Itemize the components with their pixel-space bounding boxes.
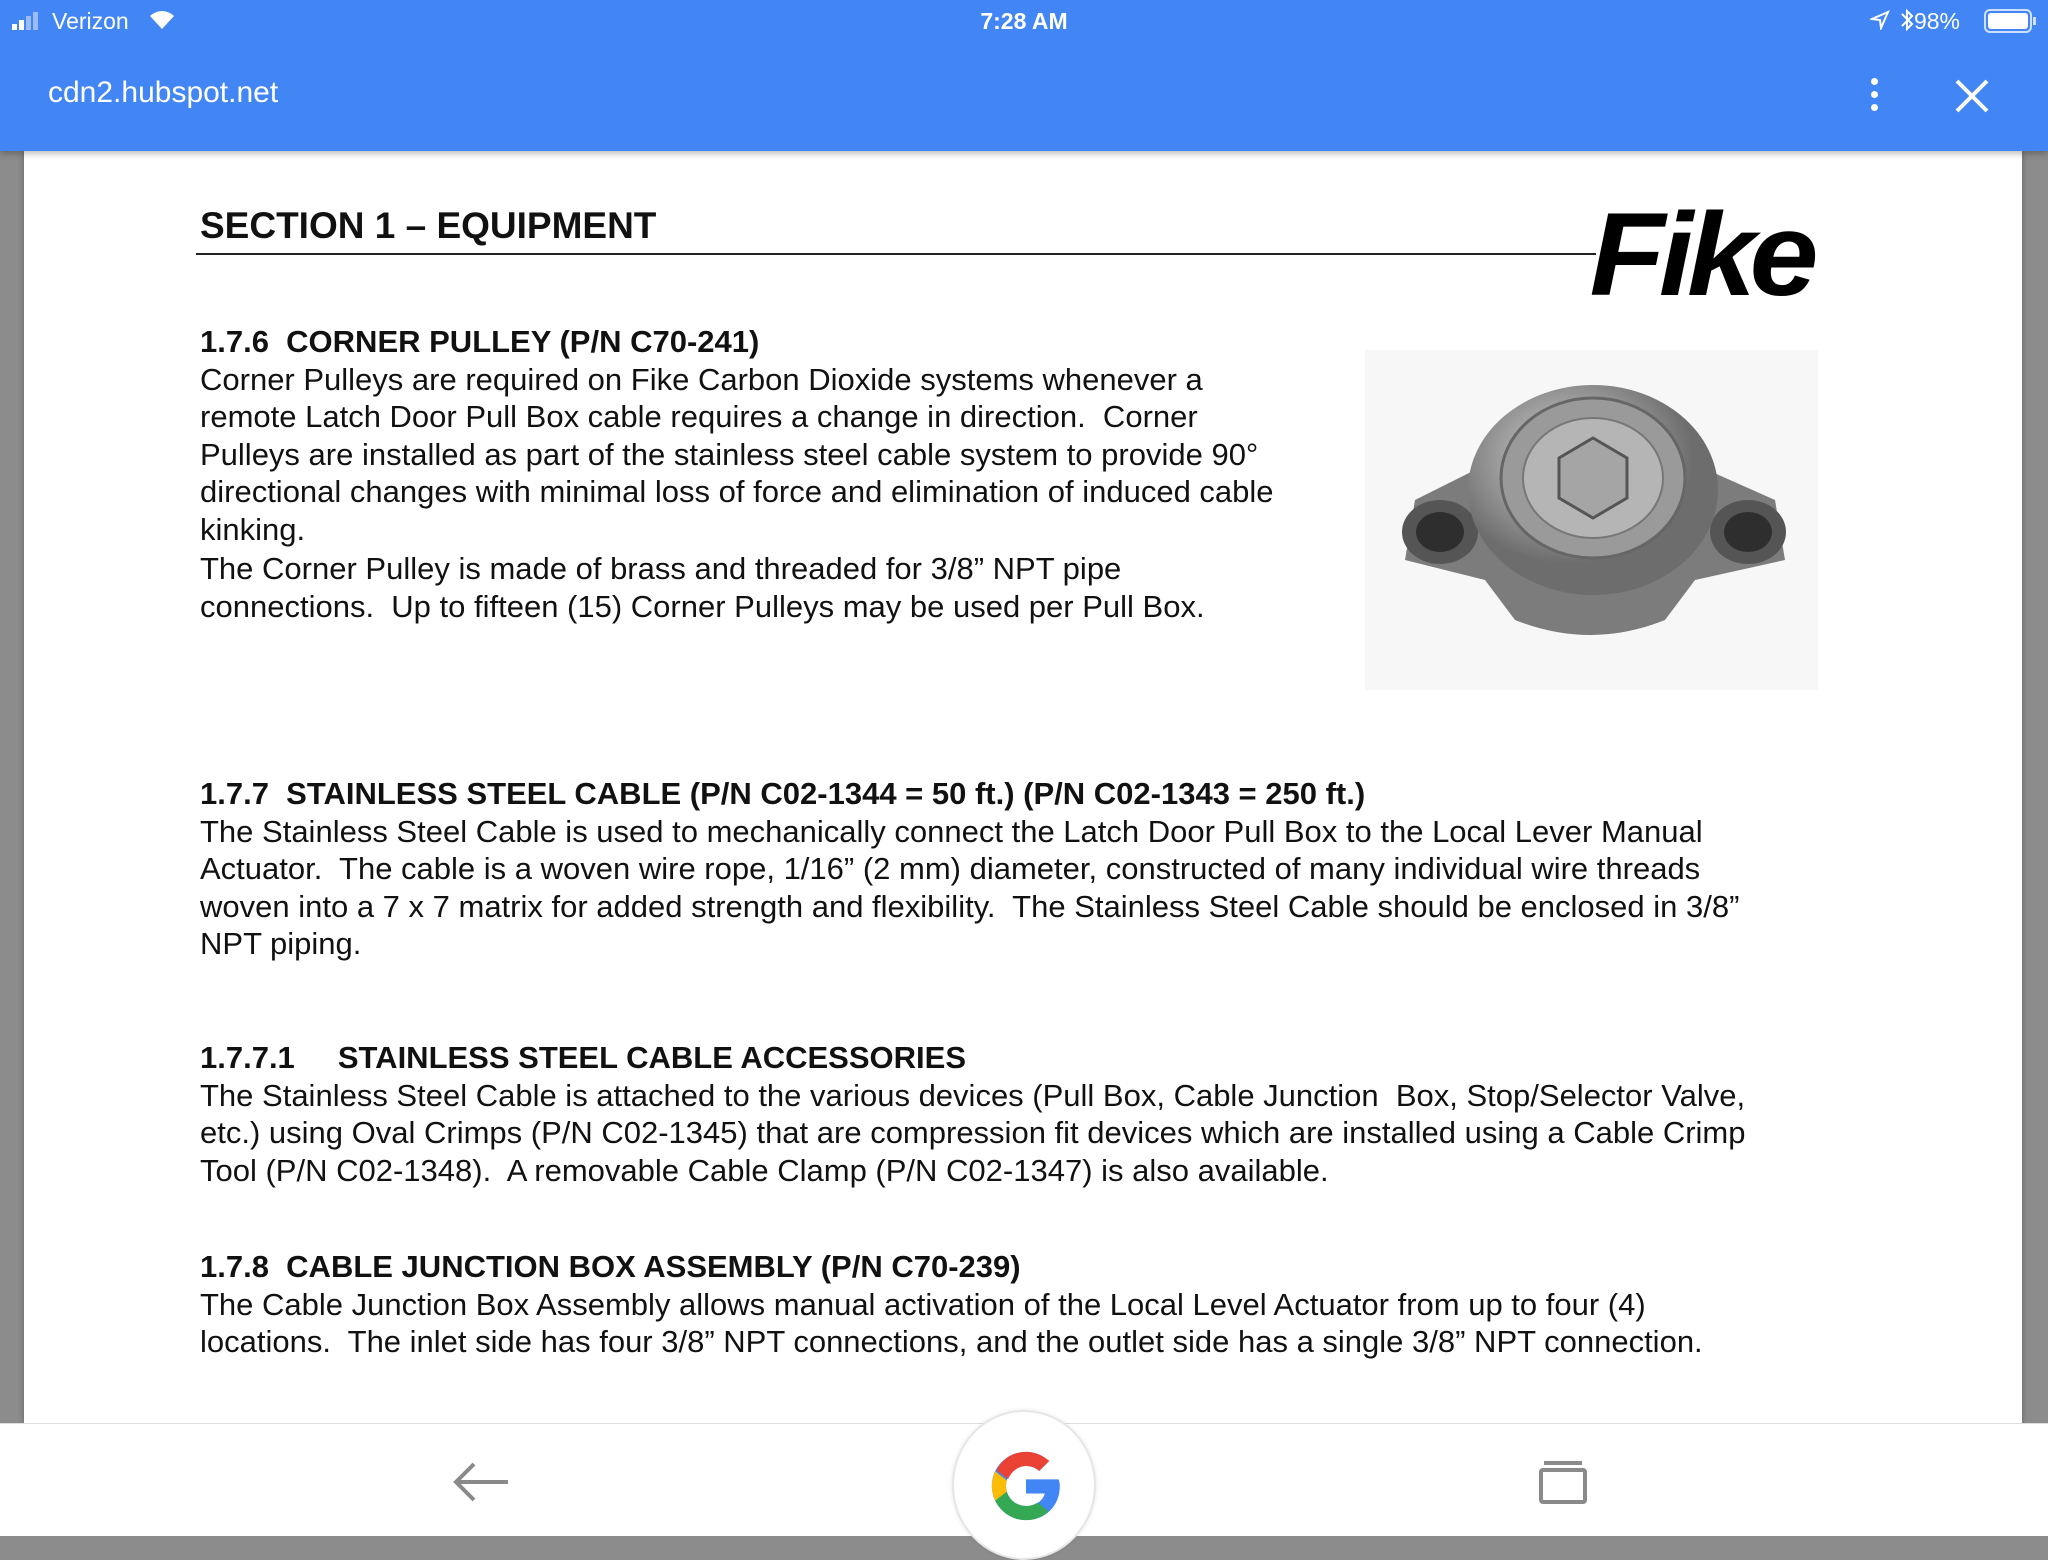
text-line: remote Latch Door Pull Box cable requires a change in direction. Corner	[200, 399, 1198, 434]
text-line: NPT piping.	[200, 926, 362, 961]
battery-icon	[1984, 9, 2038, 33]
google-g-icon	[986, 1446, 1066, 1526]
browser-toolbar	[0, 0, 2048, 151]
text-line: Actuator. The cable is a woven wire rope, 1/16” (2 mm) diameter, constructed of many individual wire threads	[200, 851, 1701, 886]
back-arrow-icon[interactable]	[452, 1452, 512, 1512]
location-icon	[1870, 10, 1890, 30]
bluetooth-icon	[1900, 8, 1914, 32]
paragraph	[200, 361, 1380, 549]
section-1-7-6	[200, 323, 1380, 625]
close-icon[interactable]	[1952, 76, 1992, 116]
clock: 7:28 AM	[980, 8, 1068, 34]
text-line: The Corner Pulley is made of brass and threaded for 3/8” NPT pipe	[200, 551, 1122, 586]
text-line: The Stainless Steel Cable is attached to the various devices (Pull Box, Cable Junction Box, Stop/Selector Valve,	[200, 1077, 1746, 1113]
text-line: directional changes with minimal loss of force and elimination of induced cable	[200, 474, 1274, 509]
text-line: The Cable Junction Box Assembly allows manual activation of the Local Level Actuator from up to four (4)	[200, 1286, 1646, 1322]
text-line: Tool (P/N C02-1348). A removable Cable Clamp (P/N C02-1347) is also available.	[200, 1152, 1329, 1188]
section-heading: 1.7.7.1 STAINLESS STEEL CABLE ACCESSORIES	[200, 1040, 966, 1075]
text-line: Corner Pulleys are required on Fike Carbon Dioxide systems whenever a	[200, 361, 1203, 397]
document-page[interactable]	[24, 151, 2022, 1423]
text-line: locations. The inlet side has four 3/8” NPT connections, and the outlet side has a single 3/8” NPT connection.	[200, 1324, 1703, 1359]
section-heading: 1.7.6 CORNER PULLEY (P/N C70-241)	[200, 324, 760, 359]
section-1-7-7-1	[200, 1039, 1745, 1189]
fike-logo	[1589, 189, 1858, 321]
page-url[interactable]: cdn2.hubspot.net	[48, 76, 279, 109]
bottom-toolbar	[0, 1423, 2048, 1536]
section-1-7-7	[200, 775, 1739, 963]
text-line: Pulleys are installed as part of the stainless steel cable system to provide 90°	[200, 436, 1259, 472]
text-line: woven into a 7 x 7 matrix for added strength and flexibility. The Stainless Steel Cable should be enclosed in 3/8”	[200, 888, 1740, 924]
battery-percent: 98%	[1913, 8, 1960, 34]
logo-text: Fike	[1589, 189, 1813, 321]
title-rule	[196, 253, 1596, 255]
text-line: etc.) using Oval Crimps (P/N C02-1345) that are compression fit devices which are installed using a Cable Crimp	[200, 1115, 1746, 1150]
text-line: The Stainless Steel Cable is used to mechanically connect the Latch Door Pull Box to the Local Lever Manual	[200, 813, 1703, 849]
section-heading: 1.7.7 STAINLESS STEEL CABLE (P/N C02-1344 = 50 ft.) (P/N C02-1343 = 250 ft.)	[200, 776, 1366, 811]
corner-pulley-image	[1365, 350, 1818, 690]
carrier-label: Verizon	[52, 8, 129, 34]
more-options-icon[interactable]	[1864, 78, 1884, 118]
tabs-icon[interactable]	[1538, 1460, 1588, 1504]
section-1-7-8	[200, 1248, 1703, 1361]
section-heading: 1.7.8 CABLE JUNCTION BOX ASSEMBLY (P/N C70-239)	[200, 1249, 1021, 1284]
text-line: connections. Up to fifteen (15) Corner Pulleys may be used per Pull Box.	[200, 588, 1205, 624]
paragraph	[200, 550, 1380, 625]
google-button[interactable]	[952, 1410, 1096, 1560]
text-line: kinking.	[200, 511, 306, 547]
section-title: SECTION 1 – EQUIPMENT	[200, 205, 657, 246]
